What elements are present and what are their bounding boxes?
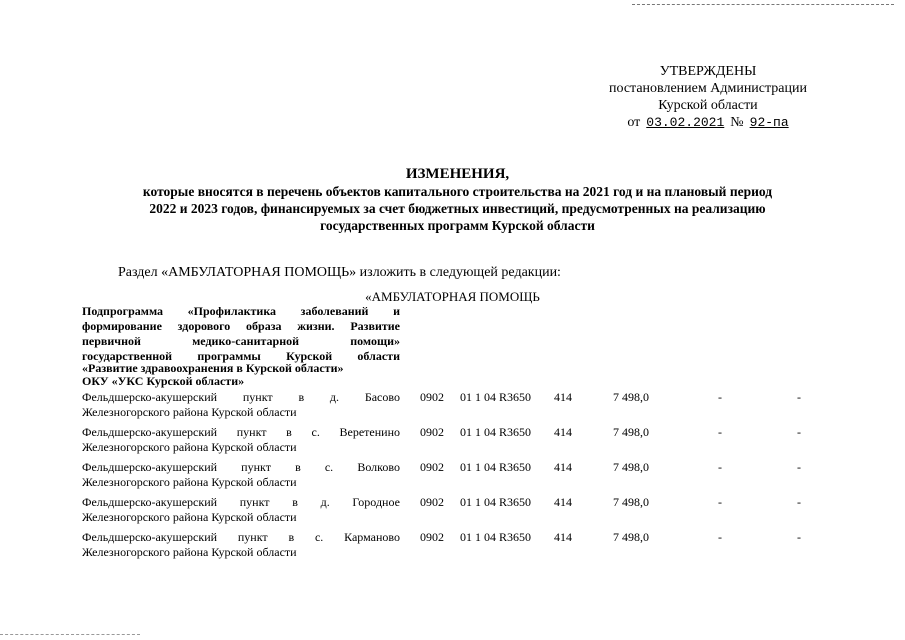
table-row (82, 460, 822, 494)
table-row (82, 390, 822, 424)
object-name-line-2: Железногорского района Курской области (82, 510, 297, 524)
amount-2021: 7 498,0 (613, 425, 649, 439)
budget-classification: 01 1 04 R3650 (460, 425, 532, 439)
object-name-word: Городное (352, 495, 400, 509)
amount-2022: - (718, 530, 722, 544)
object-name-line-2: Железногорского района Курской области (82, 475, 297, 489)
subprogram-line-1: Подпрограмма «Профилактика заболеваний и (82, 304, 400, 318)
approval-date: 03.02.2021 (646, 115, 725, 130)
object-name-word: в (286, 425, 292, 439)
expense-type: 414 (554, 460, 572, 474)
section-code: 0902 (420, 495, 444, 509)
object-name-line-1 (82, 495, 400, 510)
scan-top-line (632, 4, 894, 5)
document-subtitle (70, 183, 845, 234)
approval-line-2: Курской области (658, 98, 758, 113)
section-code: 0902 (420, 390, 444, 404)
object-name-word: в (298, 390, 305, 404)
subprogram-line-3: первичной медико-санитарной помощи» (82, 334, 400, 348)
subprogram-line-2: формирование здорового образа жизни. Развитие (82, 319, 400, 333)
document-title: ИЗМЕНЕНИЯ, (405, 166, 510, 182)
object-name-line-2: Железногорского района Курской области (82, 545, 297, 559)
amount-2023: - (797, 390, 801, 404)
budget-classification: 01 1 04 R3650 (460, 495, 532, 509)
amount-2021: 7 498,0 (613, 530, 649, 544)
table-row (82, 530, 822, 564)
customer-label: ОКУ «УКС Курской области» (82, 374, 245, 388)
expense-type: 414 (554, 495, 572, 509)
object-name-word: в (288, 530, 295, 544)
object-name-word: Басово (364, 390, 400, 404)
subprogram-line-4: государственной программы Курской области (82, 349, 400, 363)
budget-classification: 01 1 04 R3650 (460, 460, 532, 474)
intro-text: Раздел «АМБУЛАТОРНАЯ ПОМОЩЬ» изложить в следующей редакции: (118, 265, 561, 280)
approval-line-1: постановлением Администрации (609, 81, 807, 96)
object-name-word: с. (324, 460, 334, 474)
object-name-word: д. (320, 495, 330, 509)
object-name-word: Фельдшерско-акушерский (82, 460, 218, 474)
amount-2022: - (718, 390, 722, 404)
section-code: 0902 (420, 460, 444, 474)
object-name-line-2: Железногорского района Курской области (82, 440, 297, 454)
budget-classification: 01 1 04 R3650 (460, 390, 532, 404)
object-name-word: в (295, 460, 301, 474)
object-name-word: пункт (236, 425, 267, 439)
object-name-line-1 (82, 460, 400, 475)
object-name-word: пункт (242, 390, 273, 404)
approval-block (590, 63, 826, 131)
amount-2021: 7 498,0 (613, 495, 649, 509)
object-name-word: с. (314, 530, 324, 544)
amount-2022: - (718, 460, 722, 474)
object-name-word: Фельдшерско-акушерский (82, 495, 218, 509)
object-name-word: Карманово (344, 530, 400, 544)
amount-2023: - (797, 495, 801, 509)
approval-title: УТВЕРЖДЕНЫ (659, 64, 757, 79)
amount-2022: - (718, 425, 722, 439)
object-name-line-1 (82, 530, 400, 545)
object-name-word: в (292, 495, 298, 509)
object-name-line-2: Железногорского района Курской области (82, 405, 297, 419)
object-name-word: Фельдшерско-акушерский (82, 425, 218, 439)
object-name-word: пункт (241, 460, 271, 474)
subtitle-line-3: государственных программ Курской области (320, 218, 595, 233)
object-name-word: д. (329, 390, 340, 404)
approval-num-label: № (730, 115, 744, 130)
amount-2022: - (718, 495, 722, 509)
subtitle-line-2: 2022 и 2023 годов, финансируемых за счет бюджетных инвестиций, предусмотренных на реализацию (149, 201, 766, 216)
expense-type: 414 (554, 390, 572, 404)
subprogram-line-5: «Развитие здравоохранения в Курской области» (82, 361, 344, 375)
object-name-line-1 (82, 390, 400, 405)
amount-2021: 7 498,0 (613, 390, 649, 404)
expense-type: 414 (554, 425, 572, 439)
object-name-word: с. (311, 425, 320, 439)
amount-2021: 7 498,0 (613, 460, 649, 474)
expense-type: 414 (554, 530, 572, 544)
amount-2023: - (797, 460, 801, 474)
object-name-word: Фельдшерско-акушерский (82, 530, 218, 544)
amount-2023: - (797, 425, 801, 439)
amount-2023: - (797, 530, 801, 544)
scan-bottom-line (0, 634, 140, 635)
approval-date-line (590, 114, 826, 131)
object-name-word: Волково (357, 460, 400, 474)
section-code: 0902 (420, 425, 444, 439)
table-row (82, 425, 822, 459)
section-title: «АМБУЛАТОРНАЯ ПОМОЩЬ (365, 289, 540, 304)
table-row (82, 495, 822, 529)
object-name-word: Фельдшерско-акушерский (82, 390, 218, 404)
object-name-word: пункт (237, 530, 268, 544)
section-code: 0902 (420, 530, 444, 544)
object-name-word: Веретенино (339, 425, 400, 439)
budget-classification: 01 1 04 R3650 (460, 530, 532, 544)
approval-number: 92-па (749, 115, 789, 130)
approval-ot: от (627, 115, 641, 130)
object-name-word: пункт (239, 495, 270, 509)
object-name-line-1 (82, 425, 400, 440)
subtitle-line-1: которые вносятся в перечень объектов капитального строительства на 2021 год и на плановый период (142, 184, 773, 199)
